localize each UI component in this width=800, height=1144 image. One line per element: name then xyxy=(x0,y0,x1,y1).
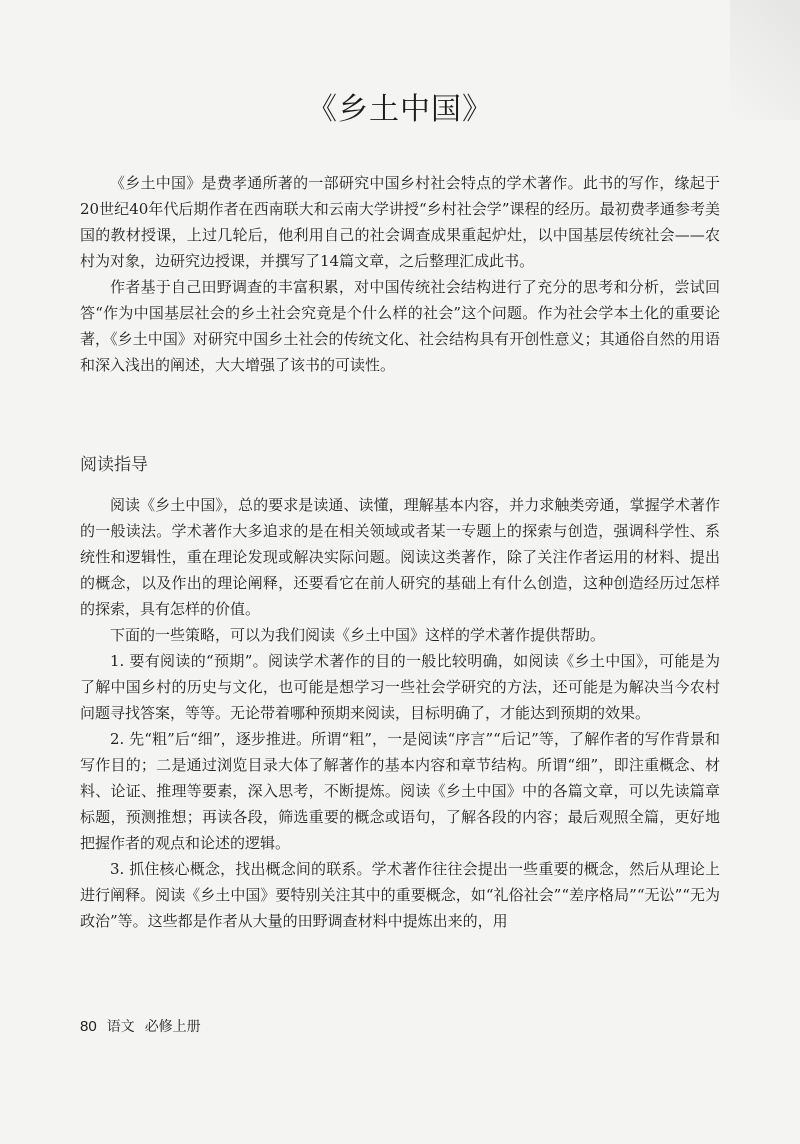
intro-paragraph-1: 《乡土中国》是费孝通所著的一部研究中国乡村社会特点的学术著作。此书的写作，缘起于20世纪40年代后期作者在西南联大和云南大学讲授“乡村社会学”课程的经历。最初费孝通参考美国的教材授课，上过几轮后，他利用自己的社会调查成果重起炉灶，以中国基层传统社会——农村为对象，边研究边授课，并撰写了14篇文章，之后整理汇成此书。 xyxy=(80,174,720,270)
book-volume: 必修上册 xyxy=(144,1018,201,1034)
intro-paragraph-2: 作者基于自己田野调查的丰富积累，对中国传统社会结构进行了充分的思考和分析，尝试回答“作为中国基层社会的乡土社会究竟是个什么样的社会”这个问题。作为社会学本土化的重要论著，《乡土中国》对研究中国乡土社会的传统文化、社会结构具有开创性意义；其通俗自然的用语和深入浅出的阐述，大大增强了该书的可读性。 xyxy=(80,278,720,374)
section-heading-reading-guide: 阅读指导 xyxy=(80,455,148,475)
page-number: 80 xyxy=(80,1018,97,1035)
guide-strategy-1: 1. 要有阅读的“预期”。阅读学术著作的目的一般比较明确，如阅读《乡土中国》，可能是为了解中国乡村的历史与文化，也可能是想学习一些社会学研究的方法，还可能是为解决当今农村问题寻找答案，等等。无论带着哪种预期来阅读，目标明确了，才能达到预期的效果。 xyxy=(80,652,720,722)
guide-paragraph-1: 阅读《乡土中国》，总的要求是读通、读懂，理解基本内容，并力求触类旁通，掌握学术著作的一般读法。学术著作大多追求的是在相关领域或者某一专题上的探索与创造，强调科学性、系统性和逻辑性，重在理论发现或解决实际问题。阅读这类著作，除了关注作者运用的材料、提出的概念，以及作出的理论阐释，还要看它在前人研究的基础上有什么创造，这种创造经历过怎样的探索，具有怎样的价值。 xyxy=(80,496,720,618)
guide-paragraph-2: 下面的一些策略，可以为我们阅读《乡土中国》这样的学术著作提供帮助。 xyxy=(110,626,606,644)
guide-strategy-2: 2. 先“粗”后“细”，逐步推进。所谓“粗”，一是阅读“序言”“后记”等，了解作者的写作背景和写作目的；二是通过浏览目录大体了解著作的基本内容和章节结构。所谓“细”，即注重概念、材料、论证、推理等要素，深入思考，不断提炼。阅读《乡土中国》中的各篇文章，可以先读篇章标题，预测推想；再读各段，筛选重要的概念或语句，了解各段的内容；最后观照全篇，更好地把握作者的观点和论述的逻辑。 xyxy=(80,730,720,852)
intro-section xyxy=(80,170,720,378)
reading-guide-section xyxy=(80,492,720,934)
book-name: 语文 xyxy=(106,1018,135,1034)
textbook-page xyxy=(80,0,720,1144)
page-footer xyxy=(80,1016,201,1036)
scan-shadow xyxy=(730,0,800,120)
guide-strategy-3: 3. 抓住核心概念，找出概念间的联系。学术著作往往会提出一些重要的概念，然后从理论上进行阐释。阅读《乡土中国》要特别关注其中的重要概念，如“礼俗社会”“差序格局”“无讼”“无为政治”等。这些都是作者从大量的田野调查材料中提炼出来的，用 xyxy=(80,860,720,930)
page-title: 《乡土中国》 xyxy=(307,92,493,127)
